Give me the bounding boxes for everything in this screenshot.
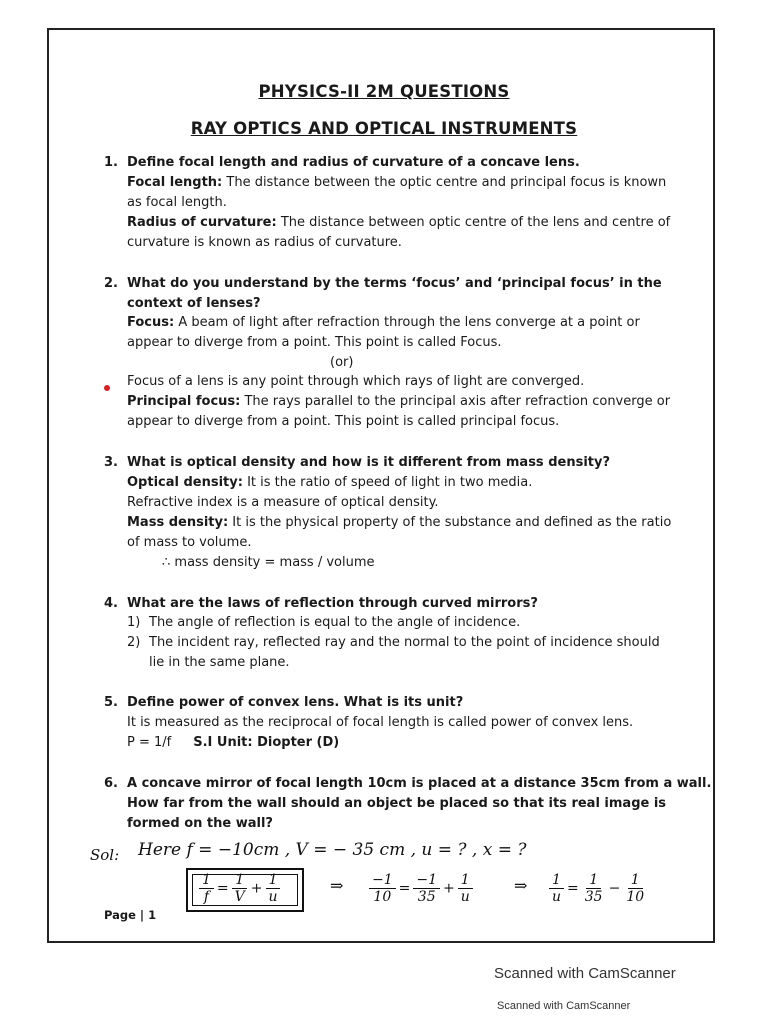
answer-line bbox=[127, 175, 666, 190]
answer-line bbox=[127, 215, 670, 230]
question-text: formed on the wall? bbox=[127, 816, 273, 831]
given-values: Here f = −10cm , V = − 35 cm , u = ? , x = ? bbox=[138, 840, 527, 860]
solution-label: Sol: bbox=[90, 846, 120, 864]
term: Mass density: bbox=[127, 515, 229, 530]
lens-formula: $\frac{1}{f}$ = $\frac{1}{V}$ + $\frac{1}{u}$ bbox=[196, 872, 284, 905]
question-number: 4. bbox=[104, 596, 118, 611]
term: Principal focus: bbox=[127, 394, 241, 409]
question-text: context of lenses? bbox=[127, 296, 261, 311]
answer-line bbox=[127, 735, 339, 750]
definition: It is the physical property of the substance and defined as the ratio bbox=[228, 515, 672, 530]
page-number: Page | 1 bbox=[104, 908, 157, 922]
question-number: 2. bbox=[104, 276, 118, 291]
definition: It is the ratio of speed of light in two media. bbox=[242, 475, 533, 490]
answer-line bbox=[127, 315, 640, 330]
answer-line bbox=[127, 515, 671, 530]
answer-line bbox=[127, 394, 670, 409]
list-item: The incident ray, reflected ray and the normal to the point of incidence should bbox=[149, 635, 660, 650]
question-text: What do you understand by the terms ‘focus’ and ‘principal focus’ in the bbox=[127, 276, 662, 291]
term: Focal length: bbox=[127, 175, 223, 190]
question-text: Define focal length and radius of curvature of a concave lens. bbox=[127, 155, 580, 170]
scanner-watermark-small: Scanned with CamScanner bbox=[497, 1000, 631, 1012]
answer-line: Refractive index is a measure of optical density. bbox=[127, 495, 439, 510]
formula: ∴ mass density = mass / volume bbox=[162, 555, 375, 570]
answer-line: It is measured as the reciprocal of focal length is called power of convex lens. bbox=[127, 715, 634, 730]
list-item: The angle of reflection is equal to the angle of incidence. bbox=[149, 615, 521, 630]
scanner-watermark: Scanned with CamScanner bbox=[494, 965, 676, 982]
answer-line: Focus of a lens is any point through which rays of light are converged. bbox=[127, 374, 585, 389]
answer-line: curvature is known as radius of curvature. bbox=[127, 235, 402, 250]
question-number: 5. bbox=[104, 695, 118, 710]
list-item: lie in the same plane. bbox=[149, 655, 290, 670]
list-number: 2) bbox=[127, 635, 141, 650]
answer-line: as focal length. bbox=[127, 195, 227, 210]
definition: A beam of light after refraction through the lens converge at a point or bbox=[174, 315, 640, 330]
list-number: 1) bbox=[127, 615, 141, 630]
page-title: PHYSICS-II 2M QUESTIONS bbox=[258, 82, 510, 101]
red-mark bbox=[104, 385, 110, 391]
term: Focus: bbox=[127, 315, 175, 330]
question-number: 3. bbox=[104, 455, 118, 470]
answer-line: of mass to volume. bbox=[127, 535, 252, 550]
rearranged: $\frac{1}{u}$ = $\frac{1}{35}$ − $\frac{1}{10}$ bbox=[546, 872, 650, 905]
definition: The distance between the optic centre and principal focus is known bbox=[222, 175, 667, 190]
question-text: How far from the wall should an object be placed so that its real image is bbox=[127, 796, 667, 811]
arrow-2: ⇒ bbox=[514, 876, 528, 895]
answer-line: appear to diverge from a point. This point is called principal focus. bbox=[127, 414, 560, 429]
question-text: Define power of convex lens. What is its unit? bbox=[127, 695, 464, 710]
question-text: What is optical density and how is it different from mass density? bbox=[127, 455, 610, 470]
answer-line: appear to diverge from a point. This point is called Focus. bbox=[127, 335, 502, 350]
formula: P = 1/f bbox=[127, 735, 172, 750]
question-number: 1. bbox=[104, 155, 118, 170]
substitution: $\frac{-1}{10}$ = $\frac{-1}{35}$ + $\frac{1}{u}$ bbox=[366, 872, 476, 905]
answer-line bbox=[127, 475, 532, 490]
question-text: What are the laws of reflection through curved mirrors? bbox=[127, 596, 538, 611]
term: Optical density: bbox=[127, 475, 243, 490]
definition: The distance between optic centre of the lens and centre of bbox=[276, 215, 671, 230]
question-number: 6. bbox=[104, 776, 118, 791]
page-subtitle: RAY OPTICS AND OPTICAL INSTRUMENTS bbox=[190, 119, 578, 138]
arrow-1: ⇒ bbox=[330, 876, 344, 895]
unit: S.I Unit: Diopter (D) bbox=[193, 735, 340, 750]
term: Radius of curvature: bbox=[127, 215, 277, 230]
definition: The rays parallel to the principal axis after refraction converge or bbox=[240, 394, 671, 409]
question-text: A concave mirror of focal length 10cm is placed at a distance 35cm from a wall. bbox=[127, 776, 712, 791]
or-separator: (or) bbox=[330, 355, 354, 370]
